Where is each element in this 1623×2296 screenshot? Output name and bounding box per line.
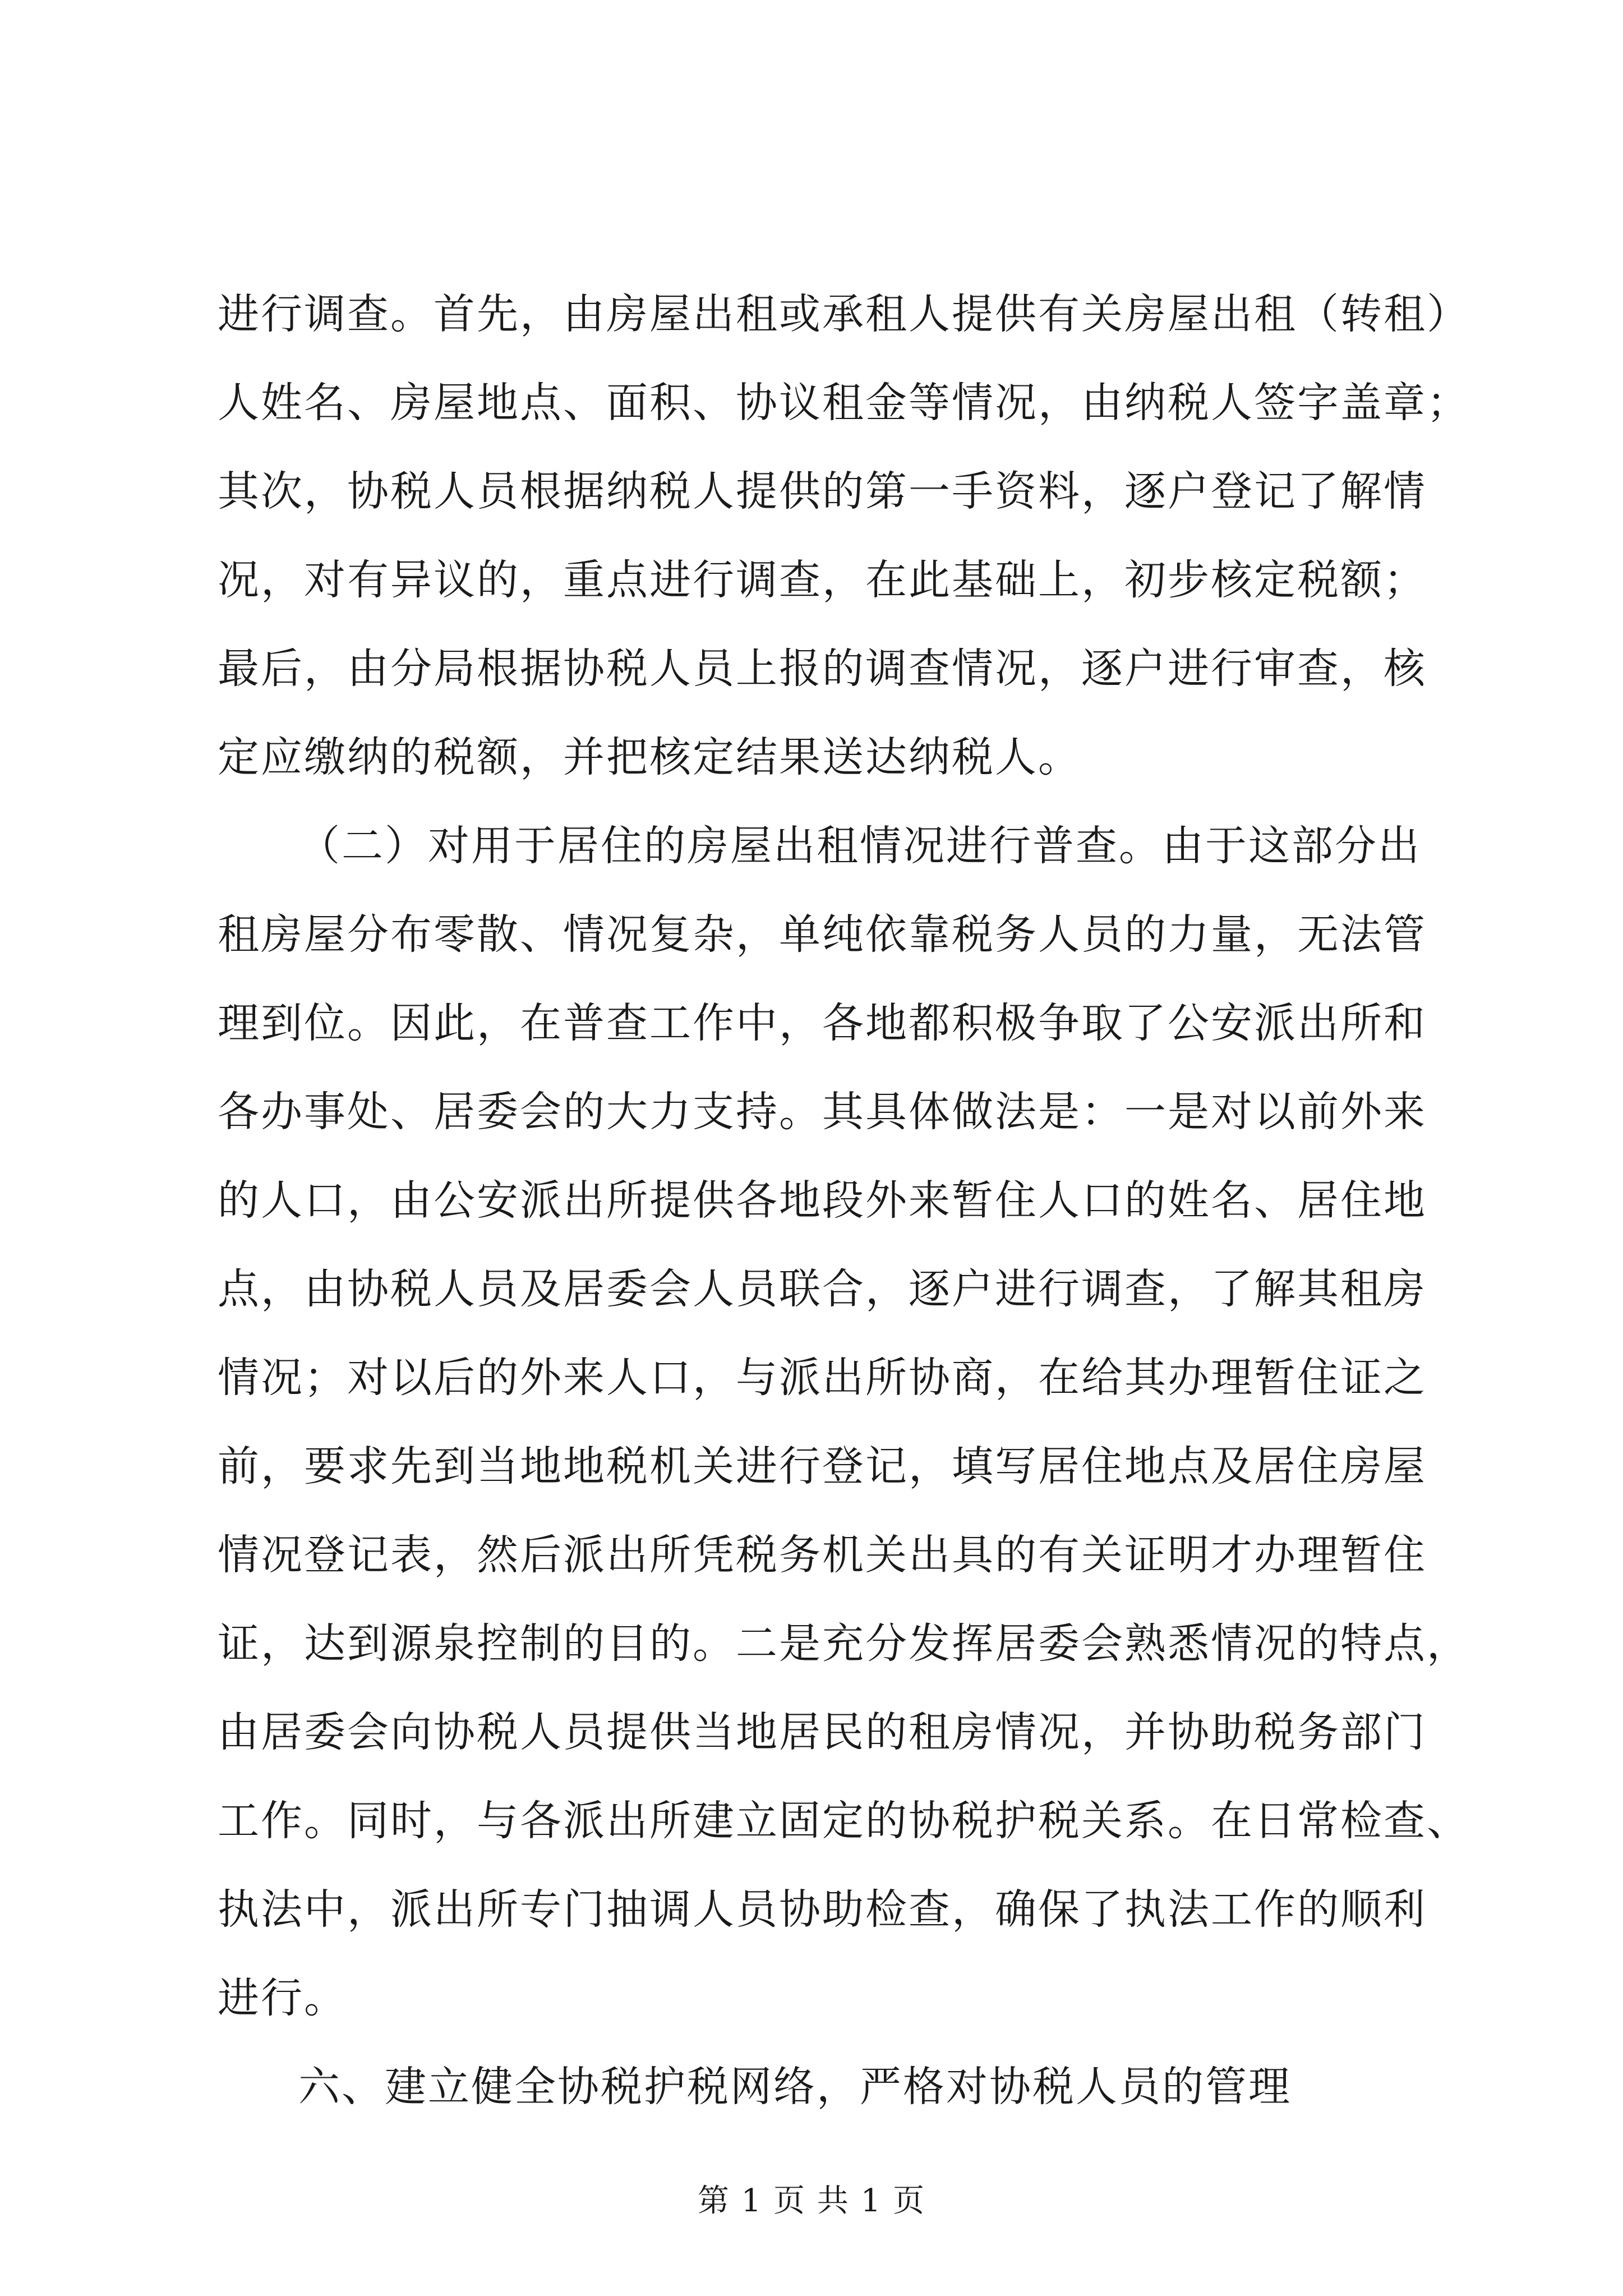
body-line-11: 的人口，由公安派出所提供各地段外来暂住人口的姓名、居住地: [218, 1176, 1427, 1225]
body-line-10: 各办事处、居委会的大力支持。其具体做法是：一是对以前外来: [218, 1088, 1427, 1136]
section-heading: 六、建立健全协税护税网络，严格对协税人员的管理: [298, 2063, 1292, 2111]
body-line-4: 况，对有异议的，重点进行调查，在此基础上，初步核定税额；: [218, 556, 1427, 604]
body-line-3: 其次，协税人员根据纳税人提供的第一手资料，逐户登记了解情: [218, 467, 1427, 516]
body-line-1: 进行调查。首先，由房屋出租或承租人提供有关房屋出租（转租）: [218, 290, 1470, 338]
body-line-18: 工作。同时，与各派出所建立固定的协税护税关系。在日常检查、: [218, 1797, 1470, 1845]
body-line-9: 理到位。因此，在普查工作中，各地都积极争取了公安派出所和: [218, 999, 1427, 1047]
body-line-13: 情况；对以后的外来人口，与派出所协商，在给其办理暂住证之: [218, 1354, 1427, 1402]
body-line-5: 最后，由分局根据协税人员上报的调查情况，逐户进行审查，核: [218, 645, 1427, 693]
body-line-6: 定应缴纳的税额，并把核定结果送达纳税人。: [218, 733, 1081, 781]
body-line-19: 执法中，派出所专门抽调人员协助检查，确保了执法工作的顺利: [218, 1885, 1427, 1934]
body-line-15: 情况登记表，然后派出所凭税务机关出具的有关证明才办理暂住: [218, 1531, 1427, 1579]
body-line-8: 租房屋分布零散、情况复杂，单纯依靠税务人员的力量，无法管: [218, 910, 1427, 959]
body-line-14: 前，要求先到当地地税机关进行登记，填写居住地点及居住房屋: [218, 1442, 1427, 1490]
body-line-17: 由居委会向协税人员提供当地居民的租房情况，并协助税务部门: [218, 1708, 1427, 1756]
body-line-12: 点，由协税人员及居委会人员联合，逐户进行调查，了解其租房: [218, 1265, 1427, 1313]
paragraph-2-line-1: （二）对用于居住的房屋出租情况进行普查。由于这部分出: [298, 822, 1421, 870]
body-line-20: 进行。: [218, 1974, 347, 2022]
body-line-2: 人姓名、房屋地点、面积、协议租金等情况，由纳税人签字盖章；: [218, 379, 1470, 427]
body-line-16: 证，达到源泉控制的目的。二是充分发挥居委会熟悉情况的特点，: [218, 1619, 1470, 1668]
page-footer: 第 1 页 共 1 页: [697, 2183, 926, 2219]
